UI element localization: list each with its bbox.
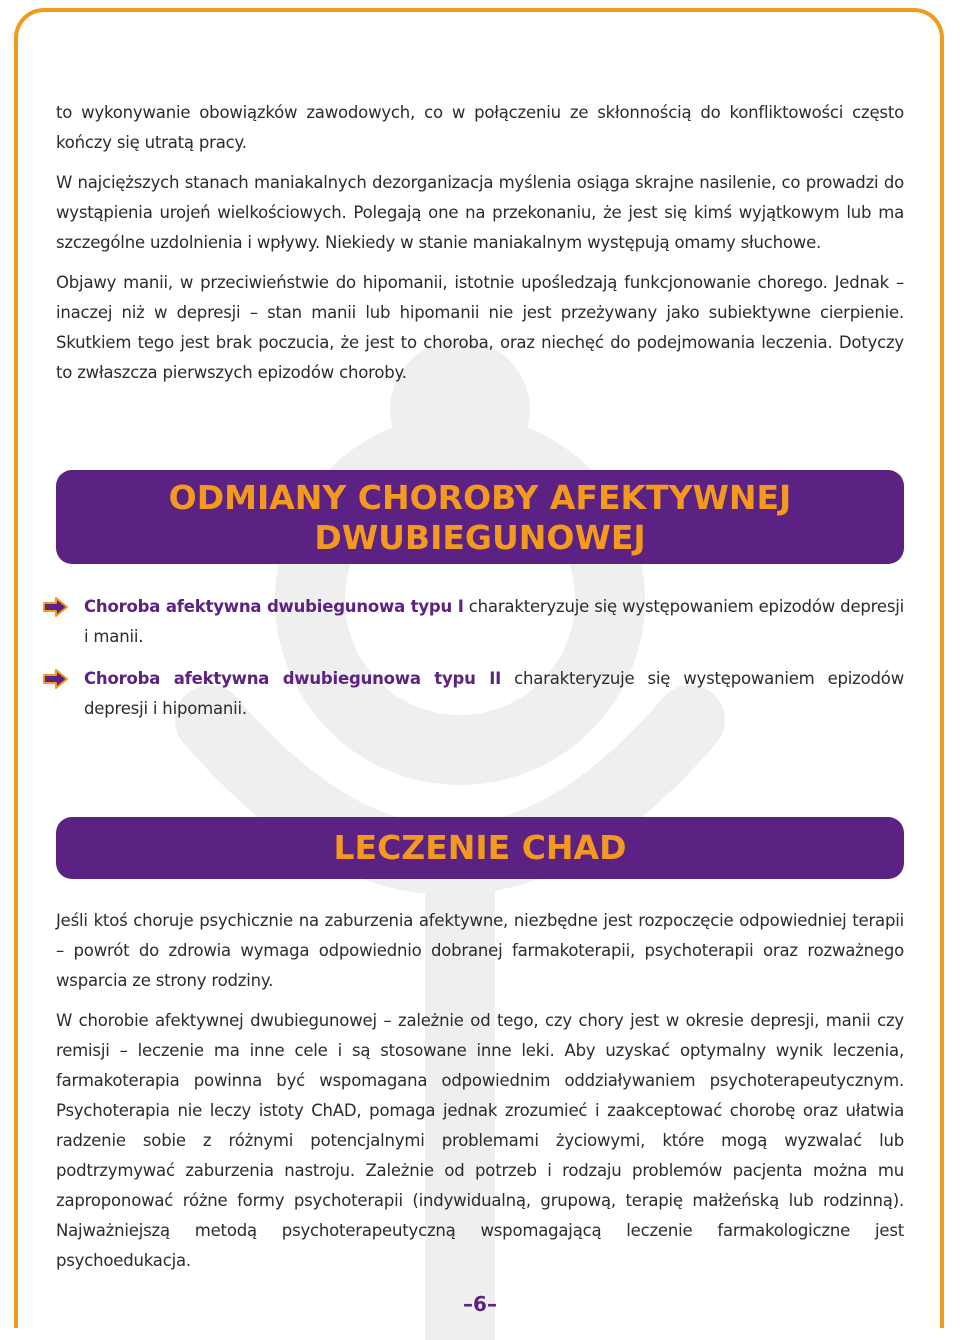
- list-item: [42, 592, 904, 652]
- intro-paragraph-2: W najcięższych stanach maniakalnych dezorganizacja myślenia osiąga skrajne nasilenie, co prowadzi do wystąpienia urojeń wielkościowych. Polegają one na przekonaniu, że jest się kimś wyjątkowym lub ma szczególne uzdolnienia i wpływy. Niekiedy w stanie maniakalnym występują omamy słuchowe.: [56, 173, 904, 252]
- section-title-line-2: DWUBIEGUNOWEJ: [314, 518, 646, 557]
- arrow-right-icon: [42, 669, 68, 689]
- section-title: LECZENIE CHAD: [333, 828, 627, 867]
- intro-paragraph-1: to wykonywanie obowiązków zawodowych, co w połączeniu ze skłonnością do konfliktowości często kończy się utratą pracy.: [56, 103, 904, 152]
- treatment-text: [56, 906, 904, 1276]
- section-banner-leczenie: [56, 817, 904, 879]
- bullet-text: charakteryzuje się występowaniem epizodów depresji i hipomanii.: [84, 669, 904, 718]
- list-item: [42, 664, 904, 724]
- intro-paragraph-3: Objawy manii, w przeciwieństwie do hipomanii, istotnie upośledzają funkcjonowanie chorego. Jednak – inaczej niż w depresji – stan manii lub hipomanii nie jest przeżywany jako subiektywne cierpienie. Skutkiem tego jest brak poczucia, że jest to choroba, oraz niechęć do podejmowania leczenia. Dotyczy to zwłaszcza pierwszych epizodów choroby.: [56, 273, 904, 382]
- intro-text: [56, 98, 904, 388]
- arrow-right-icon: [42, 597, 68, 617]
- bullet-text: charakteryzuje się występowaniem epizodów depresji i manii.: [84, 597, 905, 646]
- treatment-paragraph-1: Jeśli ktoś choruje psychicznie na zaburzenia afektywne, niezbędne jest rozpoczęcie odpowiedniej terapii – powrót do zdrowia wymaga odpowiednio dobranej farmakoterapii, psychoterapii oraz rozważnego wsparcia ze strony rodziny.: [56, 911, 904, 990]
- section-banner-odmiany: [56, 470, 904, 564]
- treatment-paragraph-2: W chorobie afektywnej dwubiegunowej – zależnie od tego, czy chory jest w okresie depresji, manii czy remisji – leczenie ma inne cele i są stosowane inne leki. Aby uzyskać optymalny wynik leczenia, farmakoterapia powinna być wspomagana odpowiednim oddziaływaniem psychoterapeutycznym. Psychoterapia nie leczy istoty ChAD, pomaga jednak zrozumieć i zaakceptować chorobę oraz ułatwia radzenie sobie z różnymi potencjalnymi problemami życiowymi, które mogą wyzwalać lub podtrzymywać zaburzenia nastroju. Zależnie od potrzeb i rodzaju problemów pacjenta można mu zaproponować różne formy psychoterapii (indywidualną, grupową, terapię małżeńską lub rodzinną). Najważniejszą metodą psychoterapeutyczną wspomagającą leczenie farmakologiczne jest psychoedukacja.: [56, 1011, 904, 1270]
- bullet-list: [42, 592, 904, 736]
- bullet-bold-term: Choroba afektywna dwubiegunowa typu I: [84, 597, 464, 616]
- bullet-bold-term: Choroba afektywna dwubiegunowa typu II: [84, 669, 502, 688]
- section-title-line-1: ODMIANY CHOROBY AFEKTYWNEJ: [168, 478, 792, 517]
- page-number: –6–: [463, 1292, 497, 1316]
